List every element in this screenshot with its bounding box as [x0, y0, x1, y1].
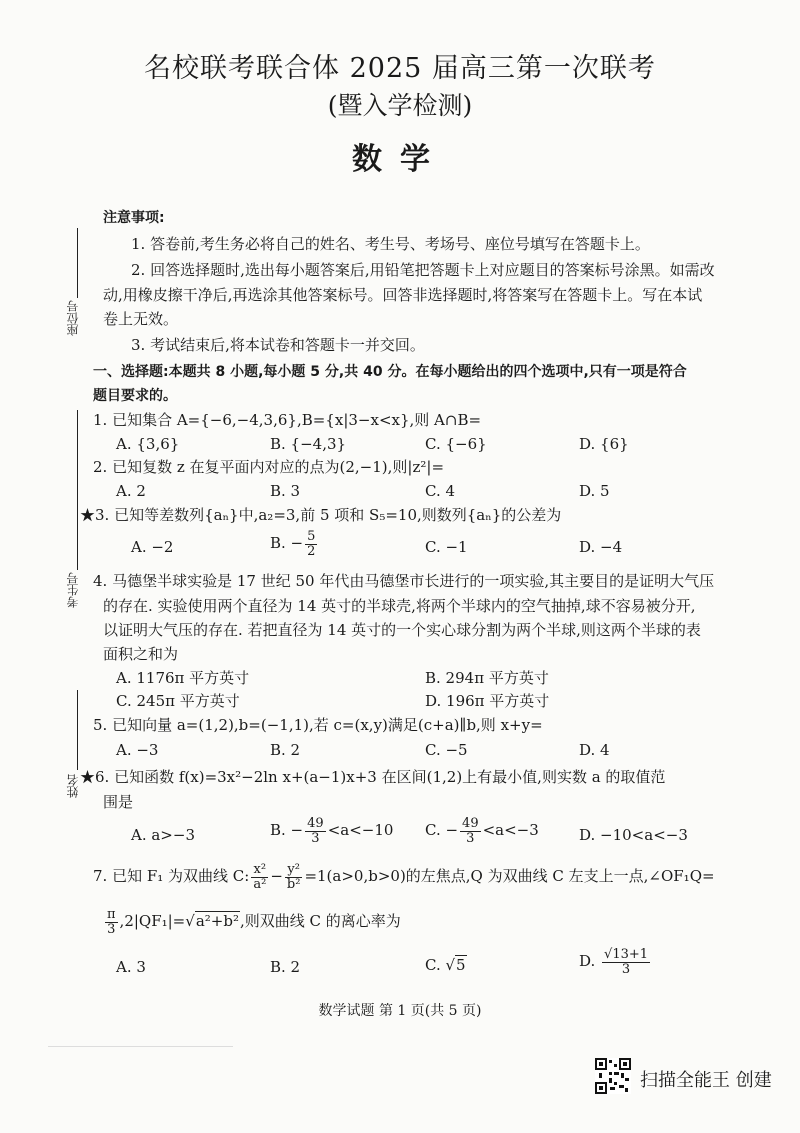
question-4-line-2: 的存在. 实验使用两个直径为 14 英寸的半球壳,将两个半球内的空气抽掉,球不容易被分开, — [103, 597, 696, 615]
question-6-option-b: B. − $\frac{49}{3}$ <a<−10 — [270, 816, 394, 846]
exam-no-line — [77, 410, 78, 570]
question-1-option-c: C. {−6} — [425, 435, 487, 453]
question-5-option-a: A. −3 — [116, 741, 159, 759]
fraction: $\frac{49}{3}$ — [307, 816, 324, 846]
name-line — [77, 690, 78, 770]
page-footer: 数学试题 第 1 页(共 5 页) — [318, 1003, 482, 1019]
fraction: $\frac{5}{2}$ — [307, 529, 316, 559]
question-1-stem: 1. 已知集合 A={−6,−4,3,6},B={x|3−x<x},则 A∩B= — [93, 411, 482, 429]
fraction: $\frac{\text{x²}}{\text{a²}}$ — [253, 862, 267, 892]
notice-item-3: 3. 考试结束后,将本试卷和答题卡一并交回。 — [131, 336, 425, 354]
question-6-line-1: ★6. 已知函数 f(x)=3x²−2ln x+(a−1)x+3 在区间(1,2)上有最小值,则实数 a 的取值范 — [80, 768, 666, 786]
question-4-line-4: 面积之和为 — [103, 645, 179, 663]
question-3-option-b: B. − $\frac{5}{2}$ — [270, 529, 316, 559]
question-6-line-2: 围是 — [103, 793, 134, 811]
question-2-option-c: C. 4 — [425, 482, 456, 500]
notice-item-1: 1. 答卷前,考生务必将自己的姓名、考生号、考场号、座位号填写在答题卡上。 — [131, 235, 650, 253]
question-4-option-b: B. 294π 平方英寸 — [425, 669, 549, 687]
question-6-option-c: C. − $\frac{49}{3}$ <a<−3 — [425, 816, 539, 846]
question-5-option-d: D. 4 — [579, 741, 610, 759]
question-7-line-2: $\frac{\pi}{3}$ ,2|QF₁|=√a²+b²,则双曲线 C 的离心率为 — [107, 907, 401, 937]
question-4-option-a: A. 1176π 平方英寸 — [116, 669, 250, 687]
notice-item-2: 2. 回答选择题时,选出每小题答案后,用铅笔把答题卡上对应题目的答案标号涂黑。如需改 — [131, 261, 715, 279]
seat-label: 座位号 — [66, 300, 80, 336]
exam-no-label: 考生号 — [66, 572, 80, 608]
subject-title: 数学 — [352, 142, 448, 177]
notice-heading: 注意事项: — [103, 210, 165, 226]
scanner-watermark: 扫描全能王 创建 — [640, 1070, 772, 1091]
question-2-option-b: B. 3 — [270, 482, 301, 500]
question-4-line-3: 以证明大气压的存在. 若把直径为 14 英寸的一个实心球分割为两个半球,则这两个半球的表 — [103, 621, 701, 639]
question-5-option-c: C. −5 — [425, 741, 468, 759]
question-3-option-d: D. −4 — [579, 538, 623, 556]
fraction: $\frac{\text{y²}}{\text{b²}}$ — [286, 862, 301, 892]
question-1-option-d: D. {6} — [579, 435, 629, 453]
question-2-stem: 2. 已知复数 z 在复平面内对应的点为(2,−1),则|z²|= — [93, 458, 445, 476]
exam-title: 名校联考联合体 2025 届高三第一次联考 — [144, 53, 656, 84]
question-7-option-d: D. $\frac{√13+1}{3}$ — [579, 947, 649, 977]
question-1-option-a: A. {3,6} — [116, 435, 180, 453]
question-4-option-c: C. 245π 平方英寸 — [116, 692, 240, 710]
name-label: 姓名 — [66, 774, 80, 798]
question-1-option-b: B. {−4,3} — [270, 435, 347, 453]
section-heading: 一、选择题:本题共 8 小题,每小题 5 分,共 40 分。在每小题给出的四个选项中,只有一项是符合 — [93, 364, 687, 380]
question-3-stem: ★3. 已知等差数列{aₙ}中,a₂=3,前 5 项和 S₅=10,则数列{aₙ}的公差为 — [80, 506, 562, 524]
question-7-option-a: A. 3 — [116, 958, 146, 976]
question-5-option-b: B. 2 — [270, 741, 301, 759]
divider — [48, 1046, 233, 1047]
question-7-line-1: 7. 已知 F₁ 为双曲线 C: $\frac{\text{x²}}{\text{a²}}$ − $\frac{\text{y²}}{\text{b²}}$ =1(a>0,b>0)的左焦点,Q 为双曲线 C 左支上一点,∠OF₁Q= — [93, 862, 715, 892]
question-3-option-c: C. −1 — [425, 538, 468, 556]
question-6-option-a: A. a>−3 — [131, 826, 195, 844]
question-4-line-1: 4. 马德堡半球实验是 17 世纪 50 年代由马德堡市长进行的一项实验,其主要目的是证明大气压 — [93, 572, 715, 590]
question-2-option-a: A. 2 — [116, 482, 146, 500]
question-7-option-b: B. 2 — [270, 958, 301, 976]
notice-item-2-end: 卷上无效。 — [103, 310, 179, 328]
fraction: $\frac{\pi}{3}$ — [107, 907, 116, 937]
question-6-option-d: D. −10<a<−3 — [579, 826, 688, 844]
question-2-option-d: D. 5 — [579, 482, 610, 500]
question-3-option-a: A. −2 — [131, 538, 174, 556]
question-7-option-c: C. √5 — [425, 956, 466, 974]
section-heading-cont: 题目要求的。 — [93, 388, 177, 404]
fraction: $\frac{49}{3}$ — [462, 816, 479, 846]
exam-subtitle: (暨入学检测) — [327, 91, 473, 120]
seat-line — [77, 228, 78, 298]
fraction: $\frac{√13+1}{3}$ — [604, 947, 649, 977]
question-5-stem: 5. 已知向量 a=(1,2),b=(−1,1),若 c=(x,y)满足(c+a)∥b,则 x+y= — [93, 716, 543, 734]
notice-item-2-cont: 动,用橡皮擦干净后,再选涂其他答案标号。回答非选择题时,将答案写在答题卡上。写在本试 — [103, 286, 703, 304]
qr-code-icon — [595, 1058, 631, 1098]
question-4-option-d: D. 196π 平方英寸 — [425, 692, 550, 710]
